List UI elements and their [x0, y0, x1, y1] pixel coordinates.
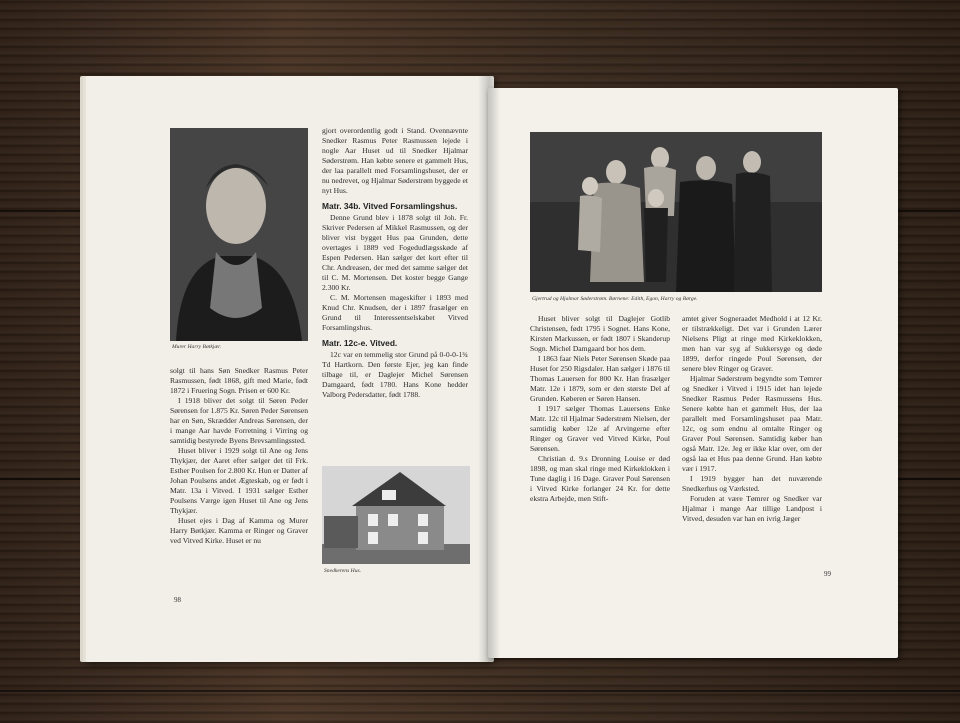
house-photo — [322, 466, 470, 564]
paragraph: Foruden at være Tømrer og Snedker var Hjalmar i mange Aar tillige Landpost i Vitved, desuden var han en ivrig Jæger — [682, 494, 822, 523]
page-number: 99 — [824, 570, 831, 578]
paragraph: amtet giver Sogneraadet Medhold i at 12 Kr. er tilstrækkeligt. Det var i Grunden Lærer Nielsens Pligt at ringe med Kirkeklokken, men han var syg af Sukkersyge og døde 1899, derfor ringede Poul Sørensen, der senere blev Ringer og Graver. — [682, 314, 822, 373]
portrait-photo — [170, 128, 308, 341]
paragraph: solgt til hans Søn Snedker Rasmus Peter Rasmussen, født 1868, gift med Marie, født 1872 i Fruering Sogn. Prisen er 600 Kr. — [170, 366, 308, 395]
paragraph: C. M. Mortensen mageskifter i 1893 med Knud Chr. Knudsen, der i 1897 frasælger en Grund til Interessentselskabet Vitved Forsamlingshus. — [322, 293, 468, 332]
paragraph: I 1917 sælger Thomas Lauersens Enke Matr. 12c til Hjalmar Søderstrøm Nielsen, der samtidig køber 12e af Arvingerne efter Ringer og Graver ved Vitved Kirke, Poul Sørensen. — [530, 404, 670, 453]
right-page — [488, 88, 898, 658]
book-gutter — [478, 76, 500, 662]
paragraph: I 1919 bygger han det nuværende Snedkerhus og Værksted. — [682, 474, 822, 493]
portrait-caption: Murer Harry Bøtkjær. — [172, 344, 222, 350]
family-photo-caption: Gjertrud og Hjalmar Søderstrøm. Børnene: Edith, Egon, Harry og Børge. — [532, 296, 698, 302]
paragraph: I 1918 bliver det solgt til Søren Peder Sørensen for 1.875 Kr. Søren Peder Sørensen har en Søn, Skrædder Andreas Sørensen, der i mange Aar havde Forretning i Virring og samtidig bestyrede Byens Brevsamlingssted. — [170, 396, 308, 445]
left-page-column-1 — [170, 366, 308, 546]
open-book — [86, 72, 900, 666]
right-page-column-2 — [682, 314, 822, 524]
paragraph: Christian d. 9.s Dronning Louise er død 1898, og man skal ringe med Kirkeklokken i Tune daglig i 16 Dage. Graver Poul Sørensen i Vitved Kirke forlanger 24 Kr. for dette ekstra Arbejde, men Stift- — [530, 454, 670, 503]
paragraph: Huset bliver i 1929 solgt til Ane og Jens Thykjær, der Aaret efter sælger det til Frk. Esther Poulsen for 2.800 Kr. Hun er Datter af Johan Poulsens andet Ægteskab, og er født i Matr. 13a i Vitved. I 1931 sælger Esther Poulsens Værge igen Huset til Ane og Jens Thykjær. — [170, 446, 308, 515]
paragraph: 12c var en temmelig stor Grund på 0-0-0-1¾ Td Hartkorn. Den første Ejer, jeg kan finde tilbage til, er Daglejer Michel Sørensen Damgaard, født 1780. Hans Kone hedder Valborg Pedersdatter, født 1788. — [322, 350, 468, 399]
section-heading: Matr. 12c-e. Vitved. — [322, 338, 398, 348]
paragraph: Denne Grund blev i 1878 solgt til Joh. Fr. Skriver Pedersen af Mikkel Rasmussen, og der bliver vist bygget Hus paa Grunden, dette overtages i 1889 ved Fogedudlægsskøde af Espen Pedersen. Han sælger det kort efter til Chr. Andreasen, der med det samme sælger det til C. M. Mortensen. Det koster begge Gange 2.300 Kr. — [322, 213, 468, 292]
paragraph: Hjalmar Søderstrøm begyndte som Tømrer og Snedker i Vitved i 1915 idet han lejede Snedker Rasmus Peder Rasmussens Hus. Senere købte han et gammelt Hus, der laa parallelt med Forsamlingshuset paa Matr. 12c, og som endnu al omtalte Ringer og Graver Poul Sørensen. Samtidig køber han også Matr. 12e. Jeg er ikke klar over, om der også laa et Hus paa denne Grund. Han købte vær i 1917. — [682, 374, 822, 473]
right-page-column-1 — [530, 314, 670, 504]
left-page — [86, 76, 494, 662]
paragraph: gjort overordentlig godt i Stand. Ovennævnte Snedker Rasmus Peter Rasmussen lejede i nogle Aar Huset ud til Snedker Hjalmar Søderstrøm. Han købte senere et gammelt Hus, der laa parallelt med Forsamlingshuset, der er nu nedrevet, og Hjalmar Søderstrøm byggede et nyt Hus. — [322, 126, 468, 195]
paragraph: I 1863 faar Niels Peter Sørensen Skøde paa Huset for 250 Rigsdaler. Han sælger i 1876 til Thomas Lauersen for 800 Kr. Han frasælger Matr. 12e i 1879, som er den største Del af Grunden. Køberen er Søren Hansen. — [530, 354, 670, 403]
family-photo — [530, 132, 822, 292]
section-heading: Matr. 34b. Vitved Forsamlingshus. — [322, 201, 458, 211]
page-number: 98 — [174, 596, 181, 604]
paragraph: Huset ejes i Dag af Kamma og Murer Harry Bøtkjær. Kamma er Ringer og Graver ved Vitved Kirke. Huset er nu — [170, 516, 308, 545]
paragraph: Huset bliver solgt til Daglejer Gotlib Christensen, født 1795 i Sognet. Hans Kone, Kirsten Markussen, er født 1807 i Skanderup Sogn. Michel Damgaard bor hos dem. — [530, 314, 670, 353]
left-page-column-2 — [322, 126, 468, 400]
house-caption: Snedkerens Hus. — [324, 568, 362, 574]
